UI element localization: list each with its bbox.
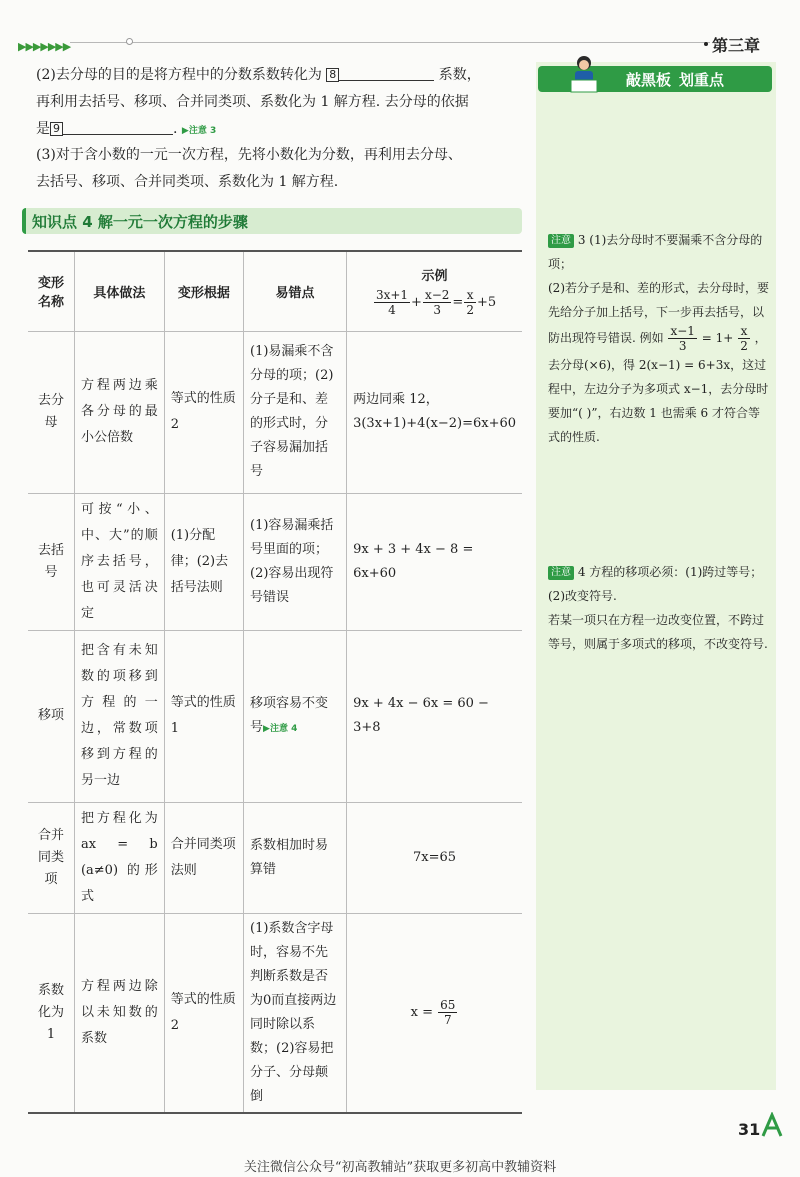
row-1-basis: 等式的性质2 bbox=[164, 331, 243, 493]
table-row bbox=[28, 913, 522, 1113]
row-2-method: 可按“小、中、大”的顺序去括号，也可灵活决定 bbox=[74, 493, 164, 630]
row-2-errors: (1)容易漏乘括号里面的项；(2)容易出现符号错误 bbox=[244, 493, 347, 630]
row-1-errors: (1)易漏乘不含分母的项；(2)分子是和、差的形式时，分子容易漏加括号 bbox=[244, 331, 347, 493]
row-4-errors: 系数相加时易算错 bbox=[244, 802, 347, 913]
header-example-label: 示例 bbox=[421, 269, 448, 285]
header-method: 具体做法 bbox=[74, 251, 164, 331]
note-3-tag: 注意 bbox=[548, 234, 574, 248]
row-4-name: 合并同类项 bbox=[28, 802, 74, 913]
example-equation: $\frac{3x+1}{4}$ + $\frac{x-2}{3}$ = $\frac{x}{2}$ +5 bbox=[375, 288, 497, 318]
header-name: 变形名称 bbox=[28, 251, 74, 331]
blank-8-line[interactable] bbox=[339, 67, 434, 81]
row-3-name: 移项 bbox=[28, 630, 74, 802]
row-5-example-num: 65 bbox=[440, 998, 456, 1012]
row-2-example: 9x + 3 + 4x − 8 = 6x+60 bbox=[347, 493, 522, 630]
row-5-basis: 等式的性质2 bbox=[164, 913, 243, 1113]
note-3-point-1: (1)去分母时不要漏乘不含分母的项； bbox=[548, 233, 763, 271]
row-1-example: 两边同乘 12，3(3x+1)+4(x−2)=6x+60 bbox=[347, 331, 522, 493]
row-4-method: 把方程化为 ax = b (a≠0) 的形式 bbox=[74, 802, 164, 913]
header-arrows: ▶▶▶▶▶▶▶ bbox=[18, 40, 71, 53]
header-rule bbox=[70, 42, 710, 43]
row-5-method: 方程两边除以未知数的系数 bbox=[74, 913, 164, 1113]
note-3-point-2b: = bbox=[701, 331, 712, 345]
row-1-name: 去分母 bbox=[28, 331, 74, 493]
row-5-example bbox=[347, 913, 522, 1113]
table-row bbox=[28, 493, 522, 630]
table-row bbox=[28, 630, 522, 802]
header-example bbox=[347, 251, 522, 331]
footer-text: 关注微信公众号“初高教辅站”获取更多初高中教辅资料 bbox=[243, 1160, 557, 1175]
note-3-point-2d: ，去分母(×6)，得 2(x−1) = 6+3x，这过程中，左边分子为多项式 x−1，去分母时要加“( )”，右边数 1 也需乘 6 才符合等式的性质. bbox=[548, 331, 769, 444]
row-5-errors: (1)系数含字母时，容易不先判断系数是否为0而直接两边同时除以系数；(2)容易把分子、分母颠倒 bbox=[244, 913, 347, 1113]
note-4 bbox=[548, 560, 770, 656]
row-2-name: 去括号 bbox=[28, 493, 74, 630]
teacher-icon bbox=[566, 54, 602, 94]
example-equation-rhs: +5 bbox=[476, 295, 497, 311]
header-basis: 变形根据 bbox=[164, 251, 243, 331]
attention-3-ref: ▶注意 3 bbox=[181, 126, 217, 136]
row-5-name: 系数化为1 bbox=[28, 913, 74, 1113]
paragraph-3 bbox=[36, 142, 528, 196]
page-number: 31 bbox=[738, 1120, 761, 1139]
note-3-point-2a: (2)若分子是和、差的形式，去分母时，要先给分子加上括号，下一步再去括号，以防出现符号错误. 例如 bbox=[548, 281, 769, 345]
note-3-point-2c: 1+ bbox=[715, 331, 734, 345]
note-4-point-1: 方程的移项必须：(1)跨过等号；(2)改变符号. bbox=[548, 565, 763, 603]
para3-line1: (3)对于含小数的一元一次方程，先将小数化为分数，再利用去分母、 bbox=[36, 147, 462, 163]
row-5-example-fraction bbox=[438, 998, 457, 1027]
page-a-icon bbox=[760, 1112, 784, 1138]
row-3-example: 9x + 4x − 6x = 60 − 3+8 bbox=[347, 630, 522, 802]
note-4-point-2: 若某一项只在方程一边改变位置，不跨过等号，则属于多项式的移项，不改变符号. bbox=[548, 613, 768, 651]
side-header-label-b: 划重点 bbox=[679, 70, 725, 89]
row-4-basis: 合并同类项法则 bbox=[164, 802, 243, 913]
row-2-basis: (1)分配律；(2)去括号法则 bbox=[164, 493, 243, 630]
table-header-row bbox=[28, 251, 522, 331]
table-row bbox=[28, 331, 522, 493]
note-4-number: 4 bbox=[577, 565, 586, 579]
chapter-title: 第三章 bbox=[712, 36, 761, 55]
row-3-method: 把含有未知数的项移到方程的一边，常数项移到方程的另一边 bbox=[74, 630, 164, 802]
blank-8-number: 8 bbox=[326, 68, 339, 82]
table-row bbox=[28, 802, 522, 913]
note-3 bbox=[548, 228, 770, 449]
steps-table bbox=[28, 250, 522, 1114]
attention-4-ref: ▶注意 4 bbox=[263, 723, 298, 734]
row-3-errors-text: 移项容易不变号 bbox=[250, 695, 329, 735]
row-1-method: 方程两边乘各分母的最小公倍数 bbox=[74, 331, 164, 493]
row-3-basis: 等式的性质1 bbox=[164, 630, 243, 802]
para2-line3: 是 bbox=[36, 121, 50, 137]
note-4-tag: 注意 bbox=[548, 566, 574, 580]
blank-9-line[interactable] bbox=[63, 121, 173, 135]
header-rule-dot bbox=[126, 38, 133, 45]
row-3-errors bbox=[244, 630, 347, 802]
side-header-label-a: 敲黑板 bbox=[625, 70, 671, 89]
row-5-example-den: 7 bbox=[443, 1013, 452, 1027]
para2-line3-end: . bbox=[173, 121, 178, 137]
para2-line1: (2)去分母的目的是将方程中的分数系数转化为 bbox=[36, 67, 322, 83]
paragraph-2 bbox=[36, 62, 528, 145]
para2-line1-end: 系数， bbox=[438, 67, 481, 83]
chapter-dot bbox=[704, 42, 708, 46]
knowledge-point-title: 知识点 4 解一元一次方程的步骤 bbox=[32, 213, 248, 231]
note-3-fraction-b: $\frac{x}{2}$ bbox=[740, 324, 748, 353]
note-3-number: 3 bbox=[577, 233, 586, 247]
header-errors: 易错点 bbox=[244, 251, 347, 331]
para2-line2: 再利用去括号、移项、合并同类项、系数化为 1 解方程. 去分母的依据 bbox=[36, 94, 469, 110]
row-4-example: 7x=65 bbox=[347, 802, 522, 913]
para3-line2: 去括号、移项、合并同类项、系数化为 1 解方程. bbox=[36, 174, 339, 190]
blank-9-number: 9 bbox=[50, 122, 63, 136]
note-3-fraction-a: $\frac{x-1}{3}$ bbox=[670, 324, 695, 353]
row-5-example-lhs: x = bbox=[410, 1005, 434, 1020]
